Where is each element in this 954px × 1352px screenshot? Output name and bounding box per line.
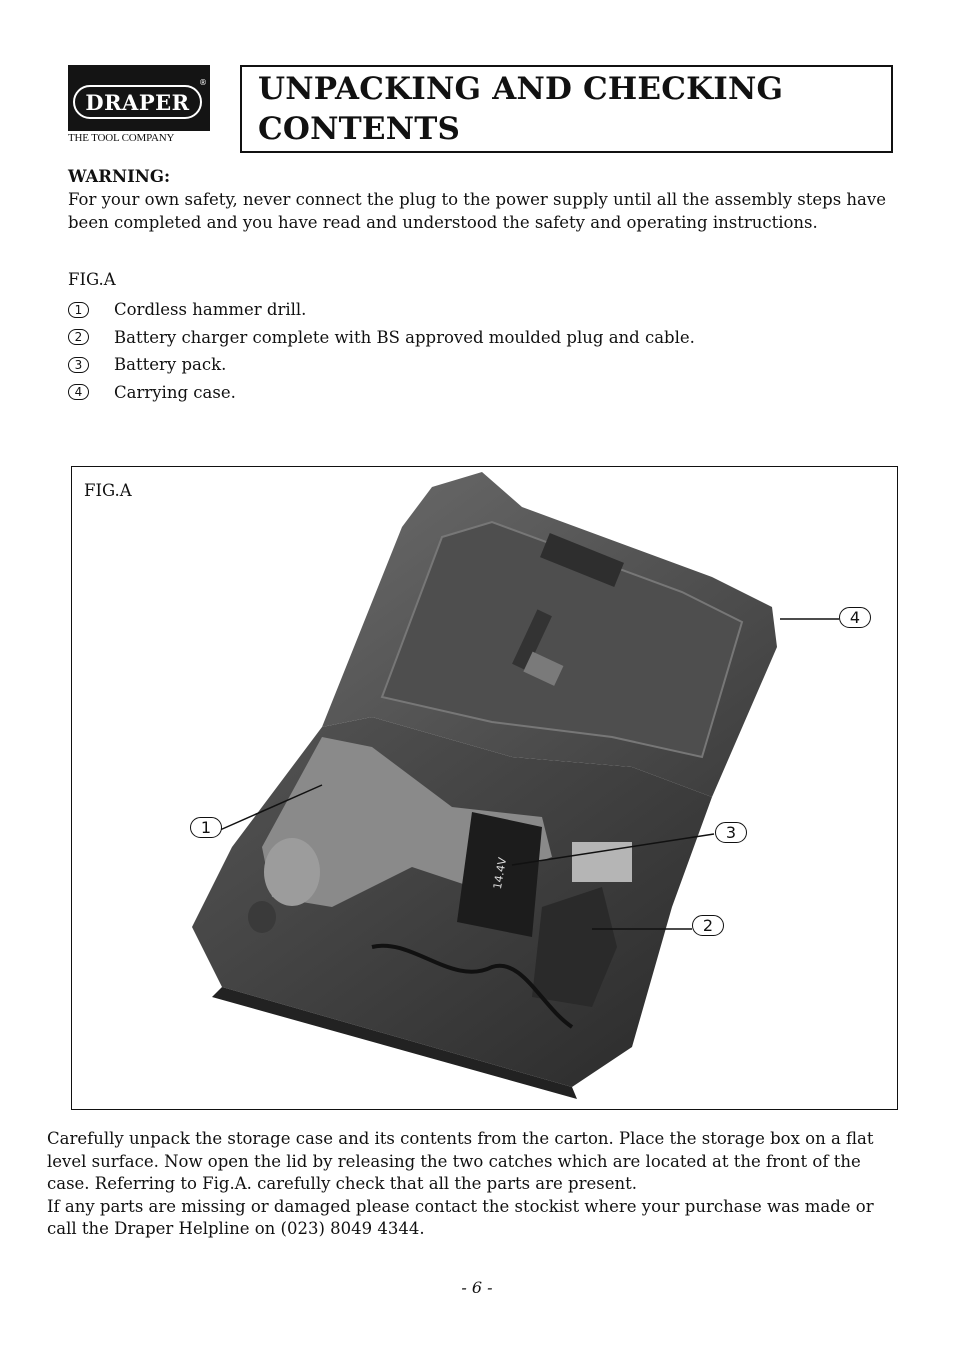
case-base — [192, 717, 712, 1087]
drill-bit-end — [248, 901, 276, 933]
page-title — [258, 69, 875, 149]
list-item — [68, 296, 695, 324]
registered-mark: ® — [199, 78, 207, 87]
logo-text: DRAPER — [85, 89, 190, 115]
title-line-2: CONTENTS — [258, 111, 461, 147]
figure-a — [71, 466, 898, 1110]
list-item — [68, 324, 695, 352]
battery-marking: 14.4V — [490, 856, 510, 891]
case-photo — [72, 467, 898, 1110]
body-paragraph-1: Carefully unpack the storage case and its contents from the carton. Place the storage box on a flat level surface. Now open the lid by releasing the two catches which are located at the front of the case. Referring to Fig.A. carefully check that all the parts are present. — [47, 1129, 874, 1194]
body-text — [47, 1128, 907, 1241]
drill-chuck — [264, 838, 320, 906]
title-line-1: UNPACKING AND CHECKING — [258, 71, 784, 107]
draper-logo — [68, 65, 210, 131]
part-number: 2 — [68, 329, 89, 345]
body-paragraph-2: If any parts are missing or damaged please contact the stockist where your purchase was made or call the Draper Helpline on (023) 8049 4344. — [47, 1196, 874, 1239]
part-label: Cordless hammer drill. — [114, 300, 307, 320]
list-item — [68, 379, 695, 407]
part-number: 3 — [68, 357, 89, 373]
figure-label: FIG.A — [84, 481, 132, 500]
part-label: Battery charger complete with BS approved moulded plug and cable. — [114, 327, 695, 347]
parts-list — [68, 296, 695, 406]
warning-heading: WARNING: — [68, 167, 171, 186]
logo-oval — [73, 85, 202, 119]
part-number: 1 — [68, 302, 89, 318]
callout-4: 4 — [839, 607, 871, 628]
warning-text: For your own safety, never connect the plug to the power supply until all the assembly steps have been completed and you have read and understood the safety and operating instructions. — [68, 190, 886, 232]
logo-tagline: THE TOOL COMPANY — [68, 132, 175, 144]
callout-2: 2 — [692, 915, 724, 936]
page-number: - 6 - — [461, 1278, 493, 1297]
page-title-box — [240, 65, 893, 153]
callout-3: 3 — [715, 822, 747, 843]
callout-1: 1 — [190, 817, 222, 838]
part-number: 4 — [68, 384, 89, 400]
list-item — [68, 351, 695, 379]
part-label: Battery pack. — [114, 355, 227, 375]
fig-caption: FIG.A — [68, 270, 116, 289]
part-label: Carrying case. — [114, 382, 236, 402]
